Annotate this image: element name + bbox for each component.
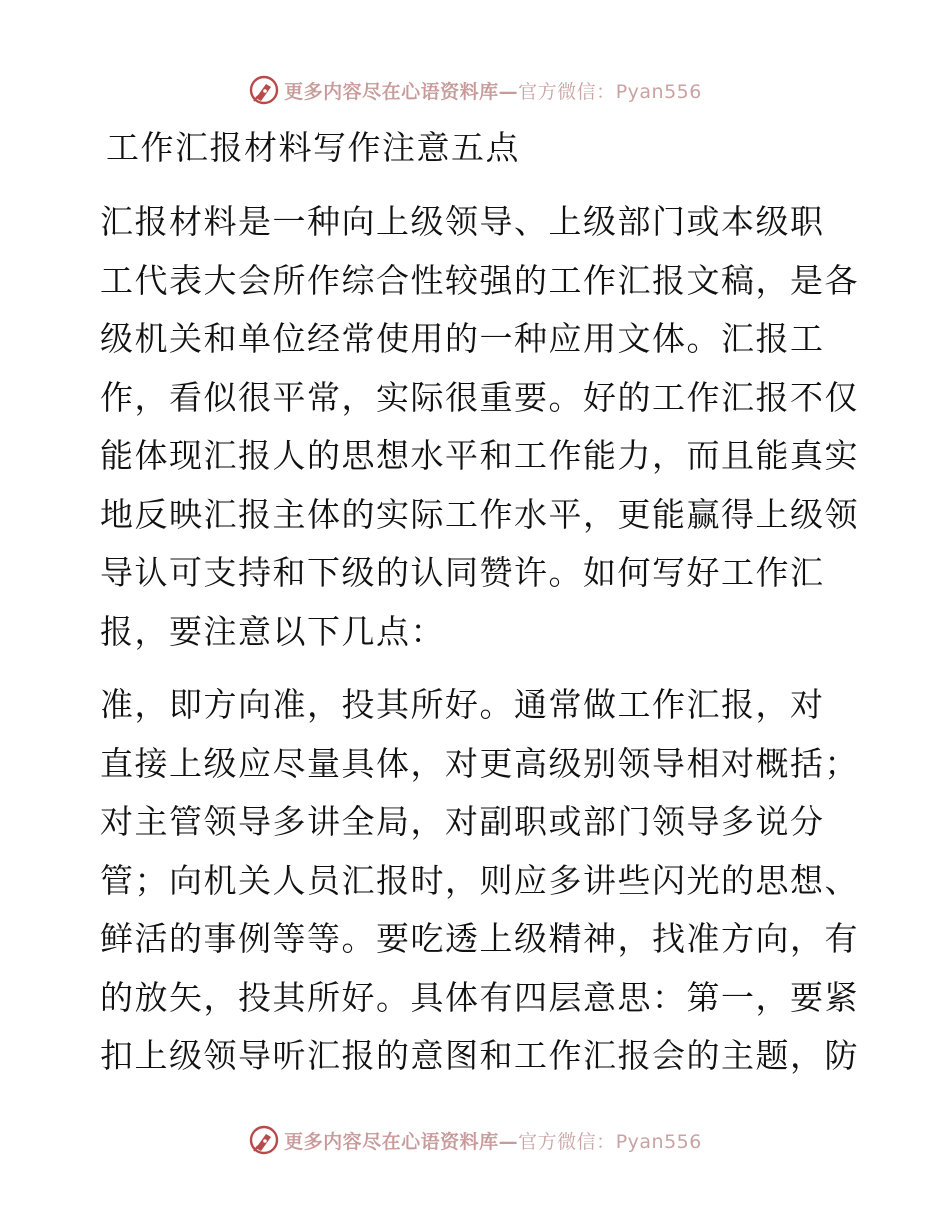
pen-nib-logo-icon [248, 1124, 280, 1156]
document-title: 工作汇报材料写作注意五点 [106, 128, 520, 167]
paragraph-line: 的放矢，投其所好。具体有四层意思：第一，要紧 [100, 977, 859, 1017]
watermark-site: 更多内容尽在心语资料库— [284, 80, 519, 103]
paragraph-line: 鲜活的事例等等。要吃透上级精神，找准方向，有 [100, 919, 859, 958]
paragraph-line: 导认可支持和下级的认同赞许。如何写好工作汇 [100, 553, 825, 592]
watermark-wechat-id: Pyan556 [615, 1130, 702, 1153]
watermark-label: 官方微信： [518, 80, 616, 103]
watermark-text [284, 77, 702, 104]
header-watermark [0, 70, 950, 110]
watermark-site: 更多内容尽在心语资料库— [284, 1130, 519, 1153]
watermark-text [284, 1127, 702, 1154]
paragraph-line: 作，看似很平常，实际很重要。好的工作汇报不仅 [100, 377, 859, 417]
paragraph-line: 管；向机关人员汇报时，则应多讲些闪光的思想、 [100, 860, 859, 900]
paragraph-line: 工代表大会所作综合性较强的工作汇报文稿，是各 [100, 260, 859, 300]
paragraph-intro [100, 193, 860, 661]
watermark-wechat-id: Pyan556 [615, 80, 702, 103]
paragraph-line: 汇报材料是一种向上级领导、上级部门或本级职 [100, 202, 825, 241]
footer-watermark [0, 1120, 950, 1160]
paragraph-line: 级机关和单位经常使用的一种应用文体。汇报工 [100, 319, 825, 358]
paragraph-line: 地反映汇报主体的实际工作水平，更能赢得上级领 [100, 494, 859, 534]
paragraph-line: 直接上级应尽量具体，对更高级别领导相对概括； [100, 743, 859, 783]
paragraph-line: 扣上级领导听汇报的意图和工作汇报会的主题，防 [100, 1036, 859, 1075]
watermark-label: 官方微信： [518, 1130, 616, 1153]
pen-nib-logo-icon [248, 74, 280, 106]
paragraph-line: 报，要注意以下几点： [100, 611, 445, 651]
paragraph-line: 对主管领导多讲全局，对副职或部门领导多说分 [100, 802, 825, 841]
paragraph-line: 能体现汇报人的思想水平和工作能力，而且能真实 [100, 436, 859, 475]
paragraph-line: 准，即方向准，投其所好。通常做工作汇报，对 [100, 685, 825, 724]
paragraph-point-one [100, 676, 860, 1086]
